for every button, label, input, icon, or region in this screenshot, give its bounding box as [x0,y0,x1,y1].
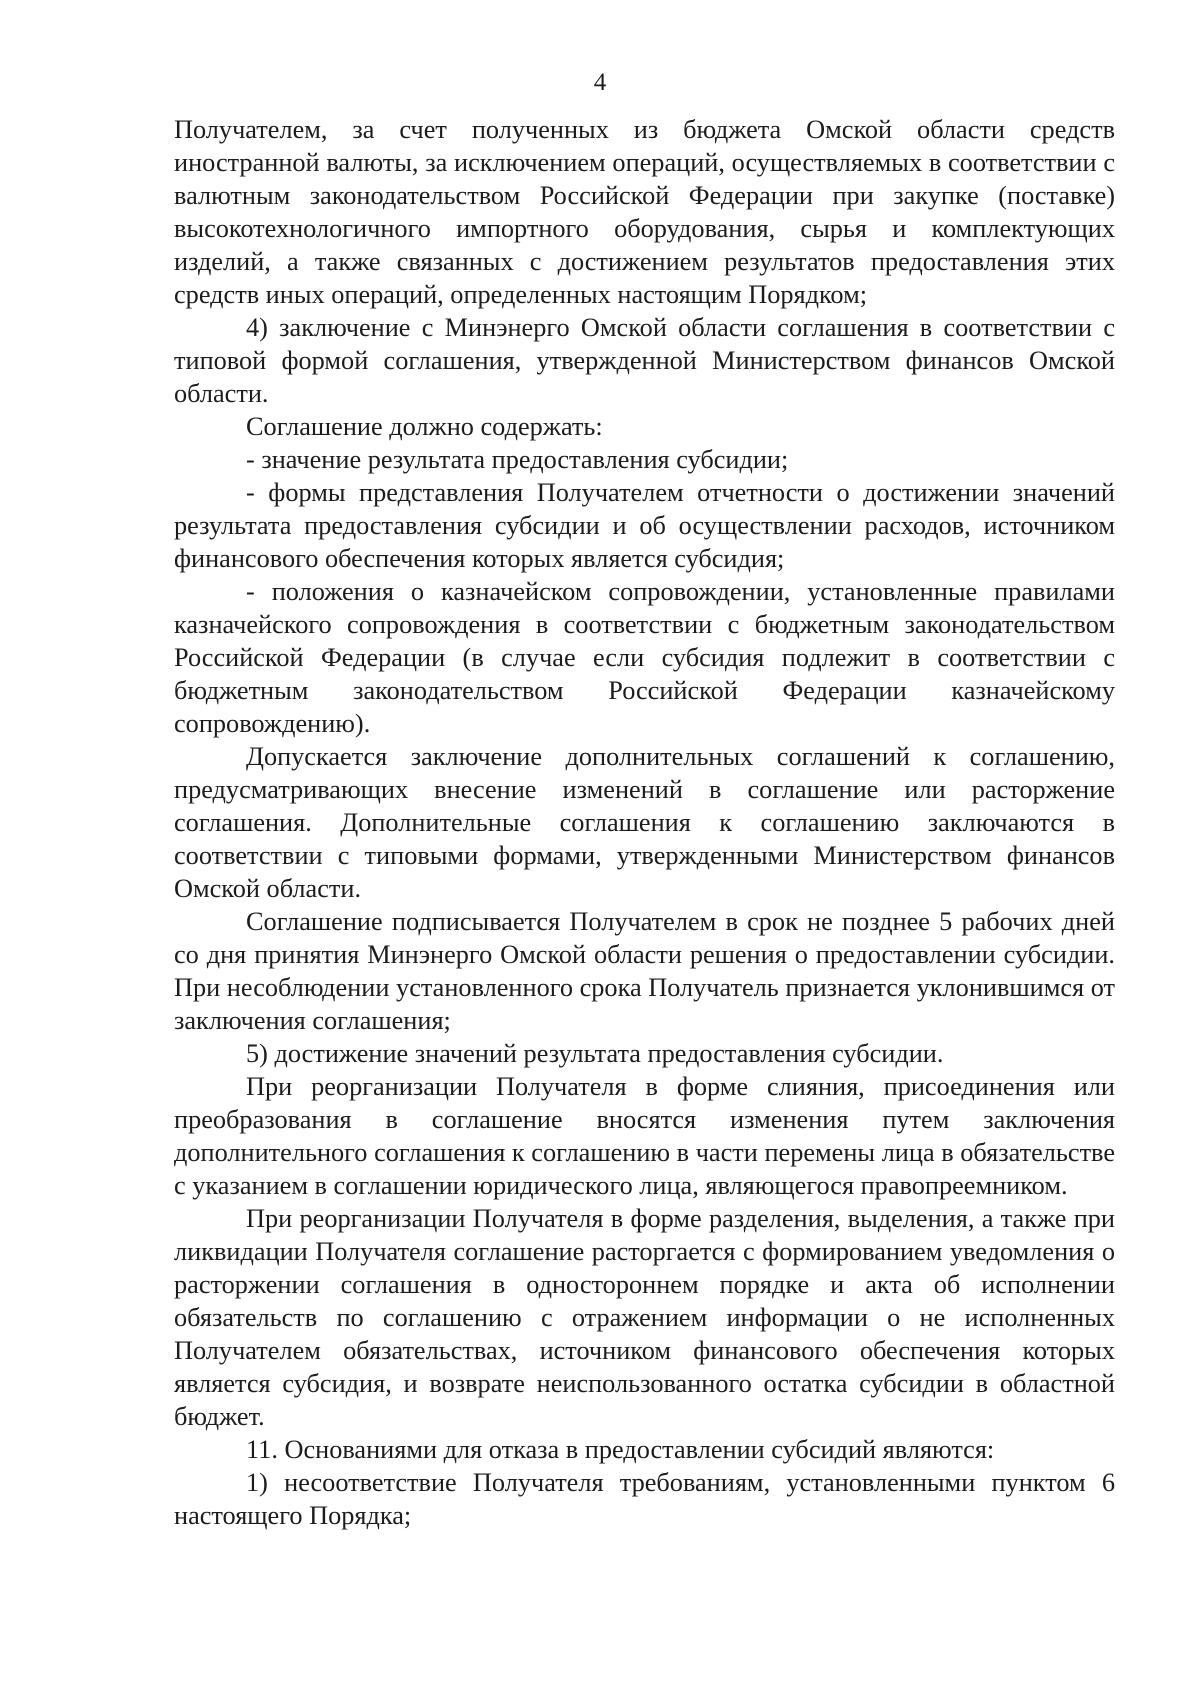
paragraph-agreement-contents: Соглашение должно содержать: [246,412,603,441]
paragraph-additional-agreements: Допускается заключение дополнительных соглашений к соглашению, предусматривающих внесение изменений в соглашение или расторжение соглашения. Дополнительные соглашения к соглашению заключаются в соответствии с типовыми формами, утвержденными Министерством финансов Омской области. [174,742,1115,903]
list-item-treasury-support: - положения о казначейском сопровождении, установленные правилами казначейского сопровождения в соответствии с бюджетным законодательством Российской Федерации (в случае если субсидия подлежит в соответствии с бюджетным законодательством Российской Федерации казначейскому сопровождению). [174,577,1115,738]
paragraph-refusal-ground-1: 1) несоответствие Получателя требованиям, установленными пунктом 6 настоящего Порядка; [174,1468,1115,1530]
paragraph-signing-deadline: Соглашение подписывается Получателем в срок не позднее 5 рабочих дней со дня принятия Минэнерго Омской области решения о предоставлении субсидии. При несоблюдении установленного срока Получатель признается уклонившимся от заключения соглашения; [174,907,1115,1035]
paragraph-reorganization-division: При реорганизации Получателя в форме разделения, выделения, а также при ликвидации Получателя соглашение расторгается с формированием уведомления о расторжении соглашения в одностороннем порядке и акта об исполнении обязательств по соглашению с отражением информации о не исполненных Получателем обязательствах, источником финансового обеспечения которых является субсидия, и возврате неиспользованного остатка субсидии в областной бюджет. [174,1204,1115,1431]
paragraph-section-11: 11. Основаниями для отказа в предоставлении субсидий являются: [246,1435,995,1464]
list-item-reporting-forms: - формы представления Получателем отчетности о достижении значений результата предоставления субсидии и об осуществлении расходов, источником финансового обеспечения которых является субсидия; [174,478,1115,573]
list-item-result-value: - значение результата предоставления субсидии; [246,445,789,474]
paragraph-continuation: Получателем, за счет полученных из бюджета Омской области средств иностранной валюты, за исключением операций, осуществляемых в соответствии с валютным законодательством Российской Федерации при закупке (поставке) высокотехнологичного импортного оборудования, сырья и комплектующих изделий, а также связанных с достижением результатов предоставления этих средств иных операций, определенных настоящим Порядком; [174,115,1115,309]
document-body [174,113,1115,1532]
page-number: 4 [593,69,607,96]
paragraph-item-4: 4) заключение с Минэнерго Омской области соглашения в соответствии с типовой формой соглашения, утвержденной Министерством финансов Омской области. [174,313,1115,408]
paragraph-item-5: 5) достижение значений результата предоставления субсидии. [246,1039,944,1068]
paragraph-reorganization-merger: При реорганизации Получателя в форме слияния, присоединения или преобразования в соглашение вносятся изменения путем заключения дополнительного соглашения к соглашению в части перемены лица в обязательстве с указанием в соглашении юридического лица, являющегося правопреемником. [174,1072,1115,1200]
